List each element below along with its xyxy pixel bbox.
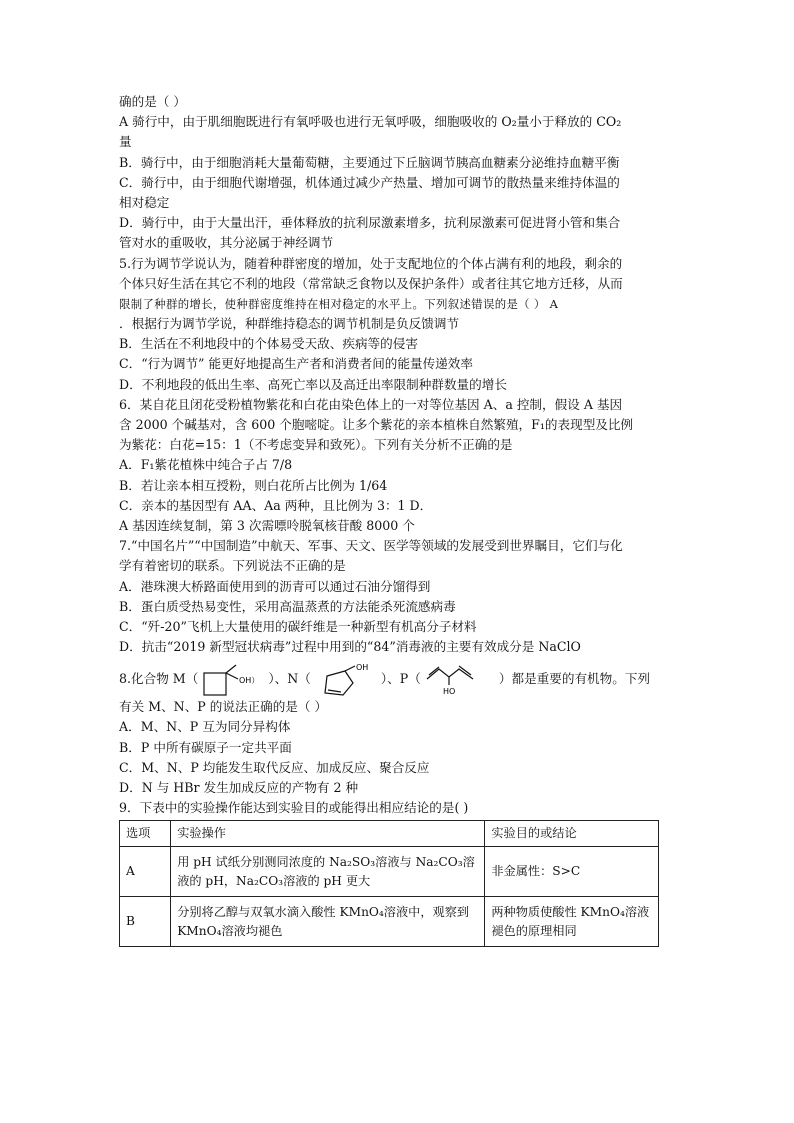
q5-stem: 5.行为调节学说认为，随着种群密度的增加，处于支配地位的个体占满有利的地段，剩余的 bbox=[119, 255, 623, 271]
q8-option-b: B．P 中所有碳原子一定共平面 bbox=[119, 739, 292, 755]
p-ho-label: HO bbox=[442, 686, 456, 696]
q7-option-a: A．港珠澳大桥路面使用到的沥青可以通过石油分馏得到 bbox=[119, 578, 431, 594]
q4-option-c-cont: 相对稳定 bbox=[119, 194, 170, 210]
m-oh-label: OH） bbox=[239, 675, 260, 685]
table-row bbox=[120, 897, 659, 947]
q4-option-c: C．骑行中，由于细胞代谢增强，机体通过减少产热量、增加可调节的散热量来维持体温的 bbox=[119, 174, 620, 190]
q4-option-d-cont: 管对水的重吸收，其分泌属于神经调节 bbox=[119, 235, 334, 251]
q5-option-c: C．“行为调节” 能更好地提高生产者和消费者间的能量传递效率 bbox=[119, 356, 473, 372]
q8-stem-2: 有关 M、N、P 的说法正确的是（ ） bbox=[119, 699, 328, 715]
q9-stem: 9．下表中的实验操作能达到实验目的或能得出相应结论的是( ) bbox=[119, 800, 469, 816]
q6-stem-3: 为紫花：白花=15：1（不考虑变异和致死）。下列有关分析不正确的是 bbox=[119, 437, 513, 453]
q7-option-b: B．蛋白质受热易变性，采用高温蒸煮的方法能杀死流感病毒 bbox=[119, 598, 456, 614]
q8-option-c: C．M、N、P 均能发生取代反应、加成反应、聚合反应 bbox=[119, 759, 430, 775]
q6-option-d: A 基因连续复制，第 3 次需嘌呤脱氧核苷酸 8000 个 bbox=[119, 517, 415, 533]
table-cell-operation: 用 pH 试纸分别测同浓度的 Na₂SO₃溶液与 Na₂CO₃溶液的 pH，Na₂CO₃溶液的 pH 更大 bbox=[171, 847, 485, 897]
compound-m-structure bbox=[202, 663, 264, 697]
q6-option-c: C．亲本的基因型有 AA、Aa 两种，且比例为 3：1 D． bbox=[119, 497, 433, 513]
q4-option-b: B．骑行中，由于细胞消耗大量葡萄糖，主要通过下丘脑调节胰高血糖素分泌维持血糖平衡 bbox=[119, 154, 620, 170]
q5-stem-3: 限制了种群的增长，使种群密度维持在相对稳定的水平上。下列叙述错误的是（ ） A bbox=[119, 296, 559, 311]
table-header-cell: 实验操作 bbox=[171, 821, 485, 847]
table-row bbox=[120, 847, 659, 897]
q8-text-rest: ）都是重要的有机物。下列 bbox=[498, 671, 650, 687]
table-header-cell: 实验目的或结论 bbox=[485, 821, 659, 847]
n-oh-label: OH bbox=[355, 662, 369, 672]
q5-option-a: ．根据行为调节学说，种群维持稳态的调节机制是负反馈调节 bbox=[119, 316, 460, 332]
compound-n-structure bbox=[315, 663, 377, 697]
q6-stem: 6．某自花且闭花受粉植物紫花和白花由染色体上的一对等位基因 A、a 控制，假设 A 基因 bbox=[119, 396, 623, 412]
compound-p-structure bbox=[425, 663, 495, 697]
q8-option-d: D．N 与 HBr 发生加成反应的产物有 2 种 bbox=[119, 780, 359, 795]
table-cell-operation: 分别将乙醇与双氧水滴入酸性 KMnO₄溶液中，观察到 KMnO₄溶液均褪色 bbox=[171, 897, 485, 947]
q8-text-n: ）、N（ bbox=[268, 671, 311, 687]
q4-option-d: D．骑行中，由于大量出汗，垂体释放的抗利尿激素增多，抗利尿激素可促进肾小管和集合 bbox=[119, 215, 621, 231]
q4-stem-end: 确的是（ ） bbox=[119, 94, 186, 109]
q7-stem: 7.“中国名片”“中国制造”中航天、军事、天文、医学等领域的发展受到世界瞩目，它们与化 bbox=[119, 538, 623, 554]
q6-stem-2: 含 2000 个碱基对，含 600 个胞嘧啶。让多个紫花的亲本植株自然繁殖，F₁的表现型及比例 bbox=[119, 417, 634, 432]
q8-text-m: 8.化合物 M（ bbox=[119, 671, 199, 687]
table-header-cell: 选项 bbox=[120, 821, 171, 847]
q8-text-p: ）、P（ bbox=[380, 671, 421, 687]
q6-option-a: A．F₁紫花植株中纯合子占 7/8 bbox=[119, 457, 293, 473]
q5-option-b: B．生活在不利地段中的个体易受天敌、疾病等的侵害 bbox=[119, 336, 418, 352]
q5-stem-2: 个体只好生活在其它不利的地段（常常缺乏食物以及保护条件）或者往其它地方迁移，从而 bbox=[119, 275, 623, 291]
q8-stem bbox=[119, 661, 664, 697]
q7-stem-2: 学有着密切的联系。下列说法不正确的是 bbox=[119, 558, 346, 574]
table-header-row bbox=[120, 821, 659, 847]
experiment-table bbox=[119, 820, 659, 947]
q7-option-c: C．“歼-20”飞机上大量使用的碳纤维是一种新型有机高分子材料 bbox=[119, 618, 477, 634]
q8-option-a: A．M、N、P 互为同分异构体 bbox=[119, 719, 291, 735]
exam-page bbox=[119, 92, 664, 947]
q6-option-b: B．若让亲本相互授粉，则白花所占比例为 1/64 bbox=[119, 477, 388, 493]
table-cell-conclusion: 非金属性：S>C bbox=[485, 847, 659, 897]
q5-option-d: D．不利地段的低出生率、高死亡率以及高迁出率限制种群数量的增长 bbox=[119, 376, 507, 392]
q7-option-d: D．抗击“2019 新型冠状病毒”过程中用到的“84”消毒液的主要有效成分是 NaClO bbox=[119, 639, 581, 655]
table-cell-option: B bbox=[120, 897, 171, 947]
q4-option-a: A 骑行中，由于肌细胞既进行有氧呼吸也进行无氧呼吸，细胞吸收的 O₂量小于释放的 CO₂ bbox=[119, 114, 622, 130]
table-cell-conclusion: 两种物质使酸性 KMnO₄溶液褪色的原理相同 bbox=[485, 897, 659, 947]
q4-option-a-cont: 量 bbox=[119, 134, 132, 150]
table-cell-option: A bbox=[120, 847, 171, 897]
